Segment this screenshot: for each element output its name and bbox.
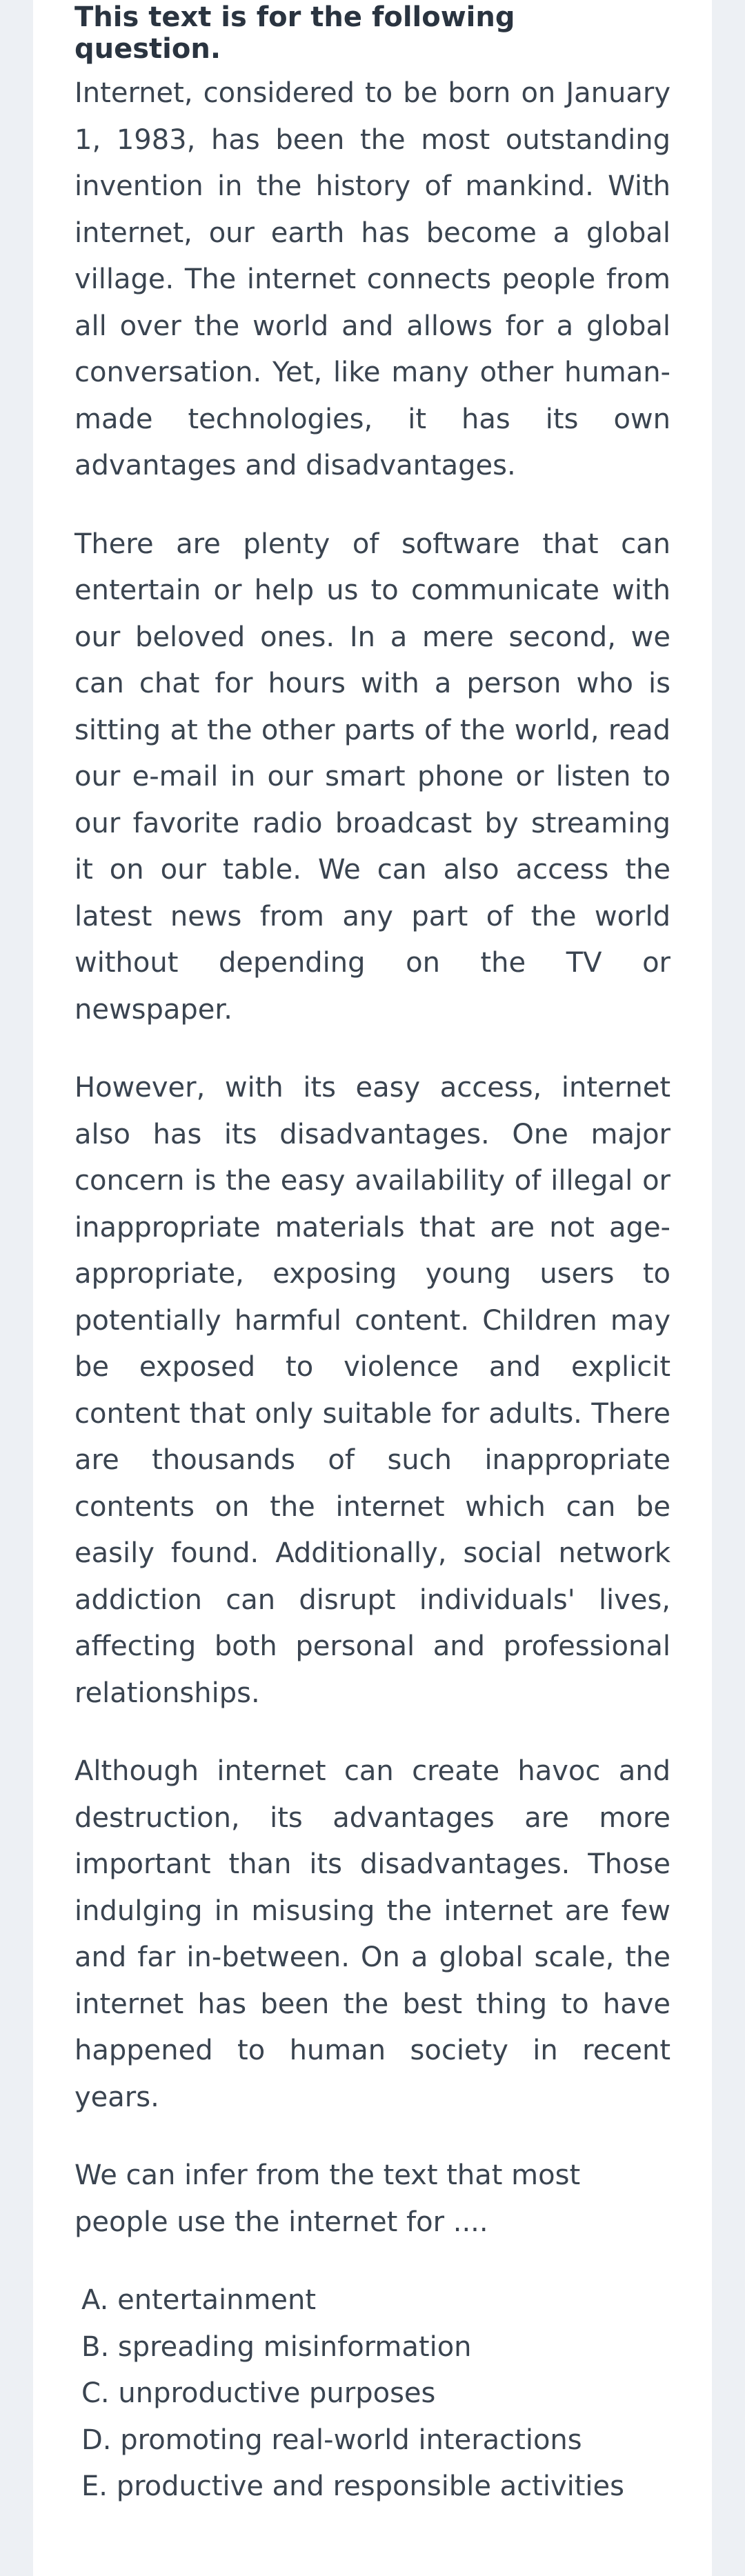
reading-passage [74, 70, 670, 2121]
passage-paragraph-3: However, with its easy access, internet also has its disadvantages. One major concern is the easy availability of illegal or inappropriate materials that are not age-appropriate, exposing young users to potentially harmful content. Children may be exposed to violence and explicit content that only suitable for adults. There are thousands of such inappropriate contents on the internet which can be easily found. Additionally, social network addiction can disrupt individuals' lives, affecting both personal and professional relationships. [74, 1072, 670, 1709]
passage-paragraph-2: There are plenty of software that can entertain or help us to communicate with our beloved ones. In a mere second, we can chat for hours with a person who is sitting at the other parts of the world, read our e-mail in our smart phone or listen to our favorite radio broadcast by streaming it on our table. We can also access the latest news from any part of the world without depending on the TV or newspaper. [74, 528, 670, 1026]
passage-paragraph-4: Although internet can create havoc and destruction, its advantages are more important than its disadvantages. Those indulging in misusing the internet are few and far in-between. On a global scale, the internet has been the best thing to have happened to human society in recent years. [74, 1755, 670, 2113]
option-d[interactable]: D. promoting real-world interactions [81, 2424, 582, 2456]
option-a[interactable]: A. entertainment [81, 2284, 317, 2316]
option-e[interactable]: E. productive and responsible activities [81, 2470, 624, 2502]
question-text: We can infer from the text that most people use the internet for .... [74, 2159, 581, 2238]
passage-paragraph-1: Internet, considered to be born on January 1, 1983, has been the most outstanding invention in the history of mankind. With internet, our earth has become a global village. The internet connects people from all over the world and allows for a global conversation. Yet, like many other human-made technologies, it has its own advantages and disadvantages. [74, 77, 670, 481]
question-card [33, 0, 712, 2576]
option-b[interactable]: B. spreading misinformation [81, 2330, 472, 2363]
answer-options [74, 2277, 670, 2510]
passage-heading: This text is for the following question. [74, 1, 515, 65]
option-c[interactable]: C. unproductive purposes [81, 2377, 436, 2409]
